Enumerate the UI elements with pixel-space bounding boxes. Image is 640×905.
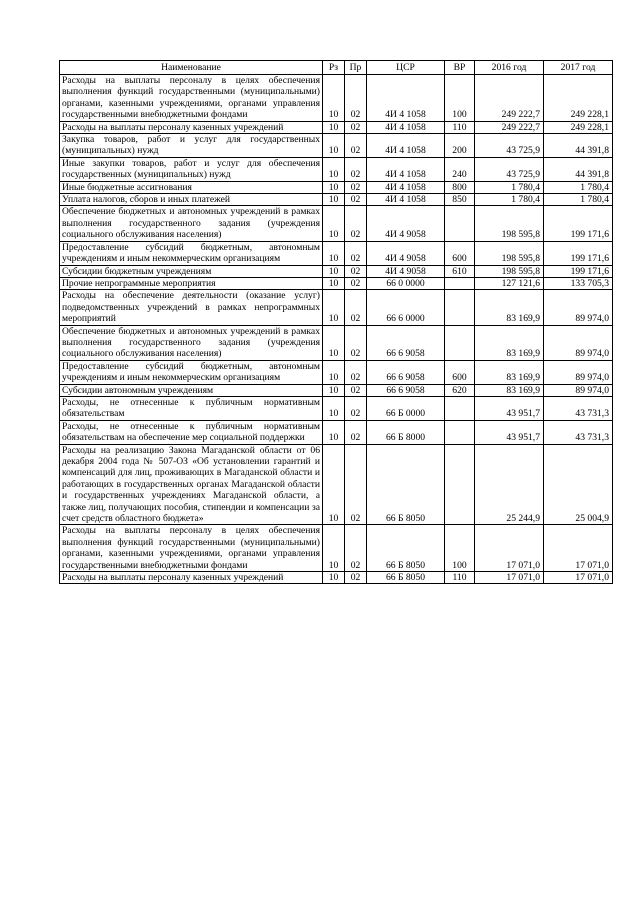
table-header-row	[60, 61, 613, 75]
row-vr-cell: 600	[445, 360, 475, 384]
row-2016-cell: 249 222,7	[475, 75, 544, 122]
row-2017-cell: 199 171,6	[544, 241, 613, 265]
row-pr-cell: 02	[345, 157, 367, 181]
row-pr-cell: 02	[345, 420, 367, 444]
row-pr-cell: 02	[345, 384, 367, 396]
row-vr-cell: 100	[445, 525, 475, 572]
table-row	[60, 325, 613, 360]
row-vr-cell	[445, 277, 475, 289]
row-pr-cell: 02	[345, 290, 367, 325]
row-2016-cell: 1 780,4	[475, 194, 544, 206]
row-rz-cell: 10	[323, 396, 345, 420]
row-csr-cell: 4И 4 9058	[367, 265, 445, 277]
row-2017-cell: 43 731,3	[544, 396, 613, 420]
row-2017-cell: 17 071,0	[544, 572, 613, 584]
table-row	[60, 277, 613, 289]
row-name-cell: Уплата налогов, сборов и иных платежей	[60, 194, 323, 206]
row-vr-cell	[445, 290, 475, 325]
table-row	[60, 194, 613, 206]
row-2016-cell: 83 169,9	[475, 290, 544, 325]
row-rz-cell: 10	[323, 444, 345, 525]
row-2017-cell: 89 974,0	[544, 290, 613, 325]
table-row	[60, 181, 613, 193]
row-name-cell: Субсидии автономным учреждениям	[60, 384, 323, 396]
header-vr: ВР	[445, 61, 475, 75]
row-2017-cell: 44 391,8	[544, 157, 613, 181]
table-row	[60, 75, 613, 122]
table-row	[60, 525, 613, 572]
row-2016-cell: 83 169,9	[475, 325, 544, 360]
row-csr-cell: 66 6 9058	[367, 384, 445, 396]
table-body	[60, 75, 613, 584]
row-vr-cell: 610	[445, 265, 475, 277]
row-rz-cell: 10	[323, 420, 345, 444]
row-rz-cell: 10	[323, 206, 345, 241]
table-row	[60, 420, 613, 444]
row-vr-cell: 240	[445, 157, 475, 181]
header-csr: ЦСР	[367, 61, 445, 75]
row-vr-cell	[445, 396, 475, 420]
row-rz-cell: 10	[323, 265, 345, 277]
table-row	[60, 290, 613, 325]
row-csr-cell: 4И 4 1058	[367, 194, 445, 206]
row-vr-cell	[445, 206, 475, 241]
row-name-cell: Обеспечение бюджетных и автономных учреждений в рамках выполнения государственного задания (учреждения социального обслуживания населения)	[60, 325, 323, 360]
row-2016-cell: 198 595,8	[475, 241, 544, 265]
table-row	[60, 121, 613, 133]
row-pr-cell: 02	[345, 194, 367, 206]
row-rz-cell: 10	[323, 181, 345, 193]
row-name-cell: Иные закупки товаров, работ и услуг для обеспечения государственных (муниципальных) нужд	[60, 157, 323, 181]
row-csr-cell: 66 6 0000	[367, 290, 445, 325]
row-2016-cell: 198 595,8	[475, 265, 544, 277]
row-pr-cell: 02	[345, 277, 367, 289]
row-2017-cell: 199 171,6	[544, 206, 613, 241]
row-vr-cell	[445, 420, 475, 444]
row-name-cell: Субсидии бюджетным учреждениям	[60, 265, 323, 277]
row-name-cell: Расходы на реализацию Закона Магаданской области от 06 декабря 2004 года № 507-ОЗ «Об установлении гарантий и компенсаций для лиц, проживающих в Магаданской области и работающих в государственных органах Магаданской области и государственных учреждениях Магаданской области, а также лиц, получающих пособия, стипендии и компенсации за счет средств областного бюджета»	[60, 444, 323, 525]
row-2017-cell: 1 780,4	[544, 181, 613, 193]
row-2017-cell: 249 228,1	[544, 121, 613, 133]
row-name-cell: Иные бюджетные ассигнования	[60, 181, 323, 193]
table-row	[60, 360, 613, 384]
row-csr-cell: 4И 4 1058	[367, 157, 445, 181]
row-name-cell: Предоставление субсидий бюджетным, автономным учреждениям и иным некоммерческим организациям	[60, 360, 323, 384]
row-vr-cell: 620	[445, 384, 475, 396]
row-2016-cell: 198 595,8	[475, 206, 544, 241]
row-name-cell: Расходы на выплаты персоналу казенных учреждений	[60, 572, 323, 584]
row-pr-cell: 02	[345, 360, 367, 384]
table-row	[60, 572, 613, 584]
row-csr-cell: 4И 4 1058	[367, 75, 445, 122]
header-2016: 2016 год	[475, 61, 544, 75]
row-csr-cell: 4И 4 9058	[367, 206, 445, 241]
table-row	[60, 241, 613, 265]
row-vr-cell: 100	[445, 75, 475, 122]
row-2017-cell: 89 974,0	[544, 384, 613, 396]
row-pr-cell: 02	[345, 134, 367, 158]
row-2016-cell: 43 725,9	[475, 134, 544, 158]
table-row	[60, 396, 613, 420]
header-2017: 2017 год	[544, 61, 613, 75]
row-pr-cell: 02	[345, 444, 367, 525]
row-vr-cell	[445, 444, 475, 525]
row-rz-cell: 10	[323, 121, 345, 133]
row-vr-cell: 800	[445, 181, 475, 193]
row-2016-cell: 43 951,7	[475, 396, 544, 420]
row-2017-cell: 89 974,0	[544, 360, 613, 384]
row-2017-cell: 44 391,8	[544, 134, 613, 158]
row-2017-cell: 133 705,3	[544, 277, 613, 289]
row-2016-cell: 83 169,9	[475, 360, 544, 384]
row-pr-cell: 02	[345, 572, 367, 584]
row-csr-cell: 66 Б 8050	[367, 525, 445, 572]
row-pr-cell: 02	[345, 525, 367, 572]
row-2017-cell: 1 780,4	[544, 194, 613, 206]
row-rz-cell: 10	[323, 525, 345, 572]
row-rz-cell: 10	[323, 572, 345, 584]
row-name-cell: Закупка товаров, работ и услуг для государственных (муниципальных) нужд	[60, 134, 323, 158]
table-row	[60, 444, 613, 525]
row-2016-cell: 17 071,0	[475, 525, 544, 572]
row-rz-cell: 10	[323, 75, 345, 122]
row-csr-cell: 4И 4 1058	[367, 121, 445, 133]
row-name-cell: Расходы на выплаты персоналу в целях обеспечения выполнения функций государственными (муниципальными) органами, казенными учреждениями, органами управления государственными внебюджетными фондами	[60, 75, 323, 122]
row-pr-cell: 02	[345, 265, 367, 277]
row-csr-cell: 4И 4 1058	[367, 181, 445, 193]
row-name-cell: Прочие непрограммные мероприятия	[60, 277, 323, 289]
row-rz-cell: 10	[323, 194, 345, 206]
row-vr-cell	[445, 325, 475, 360]
row-rz-cell: 10	[323, 134, 345, 158]
row-2016-cell: 127 121,6	[475, 277, 544, 289]
row-pr-cell: 02	[345, 121, 367, 133]
row-2017-cell: 89 974,0	[544, 325, 613, 360]
header-rz: Рз	[323, 61, 345, 75]
row-pr-cell: 02	[345, 75, 367, 122]
row-2017-cell: 17 071,0	[544, 525, 613, 572]
row-vr-cell: 600	[445, 241, 475, 265]
row-name-cell: Расходы, не отнесенные к публичным нормативным обязательствам на обеспечение мер социальной поддержки	[60, 420, 323, 444]
table-row	[60, 384, 613, 396]
row-rz-cell: 10	[323, 157, 345, 181]
row-2016-cell: 43 725,9	[475, 157, 544, 181]
table-row	[60, 206, 613, 241]
row-csr-cell: 66 Б 8050	[367, 572, 445, 584]
row-vr-cell: 850	[445, 194, 475, 206]
row-csr-cell: 66 0 0000	[367, 277, 445, 289]
row-csr-cell: 66 6 9058	[367, 325, 445, 360]
row-2016-cell: 1 780,4	[475, 181, 544, 193]
row-2017-cell: 199 171,6	[544, 265, 613, 277]
row-pr-cell: 02	[345, 241, 367, 265]
row-name-cell: Расходы на обеспечение деятельности (оказание услуг) подведомственных учреждений в рамках непрограммных мероприятий	[60, 290, 323, 325]
row-csr-cell: 4И 4 1058	[367, 134, 445, 158]
row-rz-cell: 10	[323, 325, 345, 360]
row-csr-cell: 66 6 9058	[367, 360, 445, 384]
row-rz-cell: 10	[323, 384, 345, 396]
row-pr-cell: 02	[345, 206, 367, 241]
row-name-cell: Расходы, не отнесенные к публичным нормативным обязательствам	[60, 396, 323, 420]
budget-document	[59, 60, 612, 584]
row-name-cell: Предоставление субсидий бюджетным, автономным учреждениям и иным некоммерческим организациям	[60, 241, 323, 265]
budget-table	[59, 60, 613, 584]
row-rz-cell: 10	[323, 290, 345, 325]
row-name-cell: Расходы на выплаты персоналу в целях обеспечения выполнения функций государственными (муниципальными) органами, казенными учреждениями, органами управления государственными внебюджетными фондами	[60, 525, 323, 572]
row-vr-cell: 110	[445, 121, 475, 133]
table-row	[60, 134, 613, 158]
row-rz-cell: 10	[323, 360, 345, 384]
row-pr-cell: 02	[345, 325, 367, 360]
row-2016-cell: 249 222,7	[475, 121, 544, 133]
row-csr-cell: 66 Б 8050	[367, 444, 445, 525]
row-rz-cell: 10	[323, 277, 345, 289]
row-pr-cell: 02	[345, 396, 367, 420]
row-name-cell: Расходы на выплаты персоналу казенных учреждений	[60, 121, 323, 133]
row-2017-cell: 249 228,1	[544, 75, 613, 122]
row-2016-cell: 43 951,7	[475, 420, 544, 444]
row-csr-cell: 66 Б 0000	[367, 396, 445, 420]
table-row	[60, 157, 613, 181]
header-name: Наименование	[60, 61, 323, 75]
row-csr-cell: 66 Б 8000	[367, 420, 445, 444]
row-pr-cell: 02	[345, 181, 367, 193]
row-2017-cell: 43 731,3	[544, 420, 613, 444]
row-2016-cell: 17 071,0	[475, 572, 544, 584]
row-vr-cell: 110	[445, 572, 475, 584]
row-2016-cell: 83 169,9	[475, 384, 544, 396]
row-2016-cell: 25 244,9	[475, 444, 544, 525]
row-vr-cell: 200	[445, 134, 475, 158]
row-rz-cell: 10	[323, 241, 345, 265]
row-2017-cell: 25 004,9	[544, 444, 613, 525]
row-name-cell: Обеспечение бюджетных и автономных учреждений в рамках выполнения государственного задания (учреждения социального обслуживания населения)	[60, 206, 323, 241]
row-csr-cell: 4И 4 9058	[367, 241, 445, 265]
table-row	[60, 265, 613, 277]
header-pr: Пр	[345, 61, 367, 75]
